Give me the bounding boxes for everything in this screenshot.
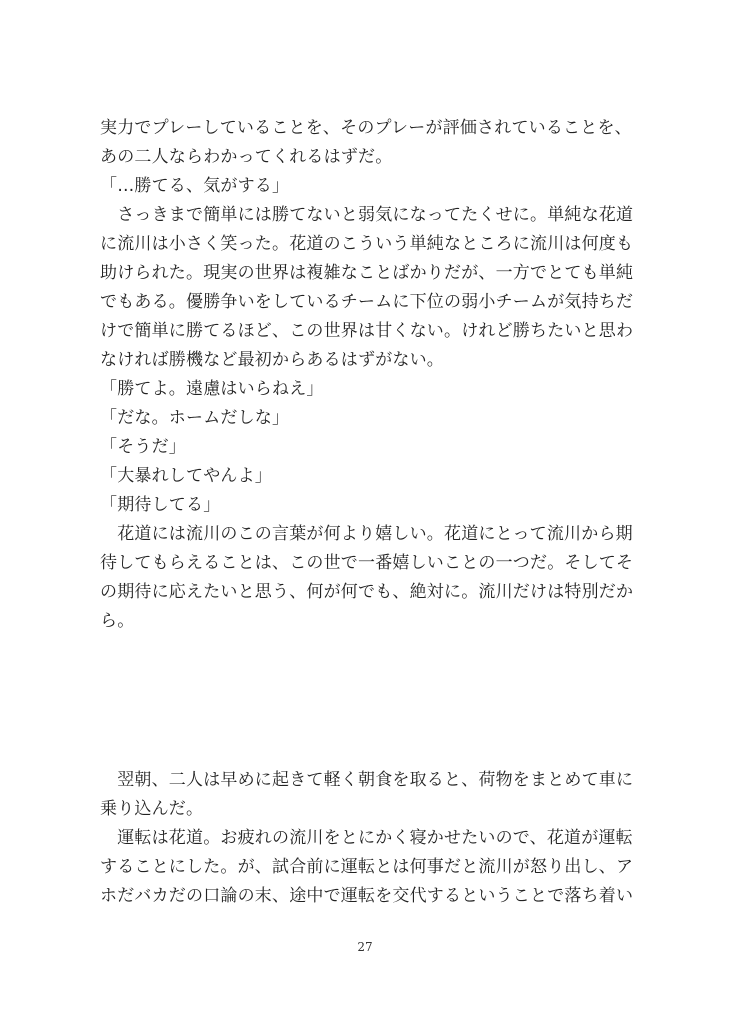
text-line: 「そうだ」 xyxy=(100,437,186,457)
text-line: 翌朝、二人は早めに起きて軽く朝食を取ると、荷物をまとめて車に xyxy=(100,770,634,790)
text-line: 「…勝てる、気がする」 xyxy=(100,176,290,196)
text-line: けで簡単に勝てるほど、この世界は甘くない。けれど勝ちたいと思わ xyxy=(100,321,634,341)
text-line: 実力でプレーしていることを、そのプレーが評価されていることを、 xyxy=(100,118,632,138)
text-line: ら。 xyxy=(100,611,135,631)
text-line: 待してもらえることは、この世で一番嬉しいことの一つだ。そしてそ xyxy=(100,553,634,573)
text-line: 「だな。ホームだしな」 xyxy=(100,408,290,428)
text-line: でもある。優勝争いをしているチームに下位の弱小チームが気持ちだ xyxy=(100,292,634,312)
text-line: に流川は小さく笑った。花道のこういう単純なところに流川は何度も xyxy=(100,234,634,254)
text-line: ホだバカだの口論の末、途中で運転を交代するということで落ち着い xyxy=(100,886,634,906)
text-line: なければ勝機など最初からあるはずがない。 xyxy=(100,350,444,370)
text-line: の期待に応えたいと思う、何が何でも、絶対に。流川だけは特別だか xyxy=(100,582,634,602)
text-line: 運転は花道。お疲れの流川をとにかく寝かせたいので、花道が運転 xyxy=(100,828,633,848)
text-line: あの二人ならわかってくれるはずだ。 xyxy=(100,147,393,167)
text-line: 「期待してる」 xyxy=(100,495,221,515)
text-line: することにした。が、試合前に運転とは何事だと流川が怒り出し、ア xyxy=(100,857,634,877)
text-line: さっきまで簡単には勝てないと弱気になってたくせに。単純な花道 xyxy=(100,205,634,225)
text-line: 花道には流川のこの言葉が何より嬉しい。花道にとって流川から期 xyxy=(100,524,633,544)
page-number: 27 xyxy=(357,940,373,954)
text-line: 乗り込んだ。 xyxy=(100,799,204,819)
text-line: 助けられた。現実の世界は複雑なことばかりだが、一方でとても単純 xyxy=(100,263,634,283)
text-line: 「勝てよ。遠慮はいらねえ」 xyxy=(100,379,324,399)
text-line: 「大暴れしてやんよ」 xyxy=(100,466,272,486)
